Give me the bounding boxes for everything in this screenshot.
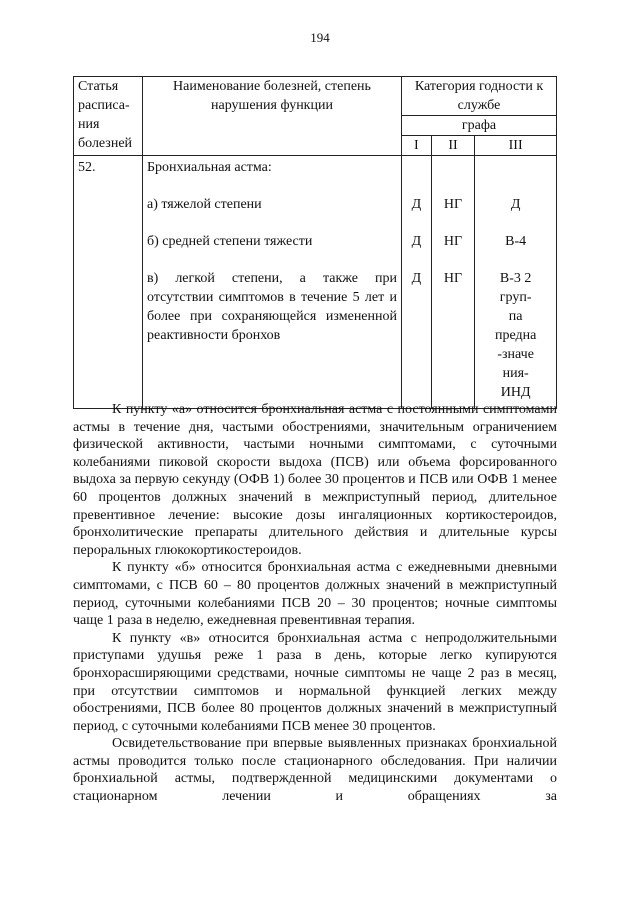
- paragraph-examination: Освидетельствование при впервые выявленных признаках бронхиальной астмы проводится только после стационарного обследования. При наличии бронхиальной астмы, подтвержденной медицинскими документами о стационарном лечении и обращениях за: [73, 736, 557, 805]
- disease-schedule-table: [73, 76, 557, 409]
- header-column-ii: II: [431, 136, 475, 156]
- page-number: 194: [310, 30, 330, 45]
- item-c-col-i: Д: [411, 271, 422, 286]
- paragraph-b: К пункту «б» относится бронхиальная астма с ежедневными дневными симптомами, с ПСВ 60 – 80 процентов должных значений в межприступный период, суточными колебаниями ПСВ 20 – 30 процентов; ночные симптомы чаще 1 раза в неделю, ежедневная превентивная терапия.: [73, 560, 557, 629]
- column-iii-cell: [475, 156, 557, 409]
- paragraph-a: К пункту «а» относится бронхиальная астма с постоянными симптомами астмы в течение дня, частыми обострениями, значительным ограничением физической активности, частыми ночными симптомами, с суточными колебаниями пиковой скорости выдоха (ПСВ) или объема форсированного выдоха за первую секунду (ОФВ 1) более 30 процентов и ПСВ или ОФВ 1 менее 60 процентов должных значений в межприступный период, длительное превентивное лечение: высокие дозы ингаляционных кортикостероидов, бронхолитические препараты длительного действия и длительные курсы пероральных глюкокортикостероидов.: [73, 402, 557, 558]
- header-disease-name: Наименование болезней, степень нарушения функции: [143, 77, 402, 156]
- item-c-col-iii: В-3 2 груп-па предна-значения-ИНД: [494, 271, 537, 400]
- item-c-description: в) легкой степени, а также при отсутствии симптомов в течение 5 лет и более при сохраняющейся измененной реактивности бронхов: [147, 271, 397, 343]
- header-column-i: I: [402, 136, 432, 156]
- header-fitness-category: Категория годности к службе: [402, 77, 557, 116]
- disease-title: Бронхиальная астма:: [147, 160, 272, 175]
- paragraph-c: К пункту «в» относится бронхиальная астма с непродолжительными приступами удушья реже 1 раза в день, которые легко купируются бронхорасширяющими средствами, ночные симптомы не чаще 2 раз в месяц, при отсутствии симптомов и нормальной функцией легких между обострениями, ПСВ более 80 процентов должных значений в межприступный период, с суточными колебаниями ПСВ менее 30 процентов.: [73, 630, 557, 734]
- table-row: [74, 156, 557, 409]
- item-a-col-iii: Д: [510, 197, 521, 212]
- header-grafa: графа: [402, 116, 557, 136]
- item-a-col-i: Д: [411, 197, 422, 212]
- explanatory-text: [73, 401, 557, 806]
- header-column-iii: III: [475, 136, 557, 156]
- item-b-col-ii: НГ: [443, 234, 463, 249]
- header-article: Статья расписа-ния болезней: [74, 77, 143, 156]
- column-ii-cell: [431, 156, 475, 409]
- item-b-col-iii: В-4: [505, 234, 527, 249]
- table-header-row: [74, 77, 557, 116]
- disease-description-cell: [143, 156, 402, 409]
- item-a-col-ii: НГ: [443, 197, 463, 212]
- column-i-cell: [402, 156, 432, 409]
- article-number: 52.: [74, 156, 143, 409]
- item-b-col-i: Д: [411, 234, 422, 249]
- item-a-description: а) тяжелой степени: [147, 197, 262, 212]
- item-b-description: б) средней степени тяжести: [147, 234, 313, 249]
- item-c-col-ii: НГ: [443, 271, 463, 286]
